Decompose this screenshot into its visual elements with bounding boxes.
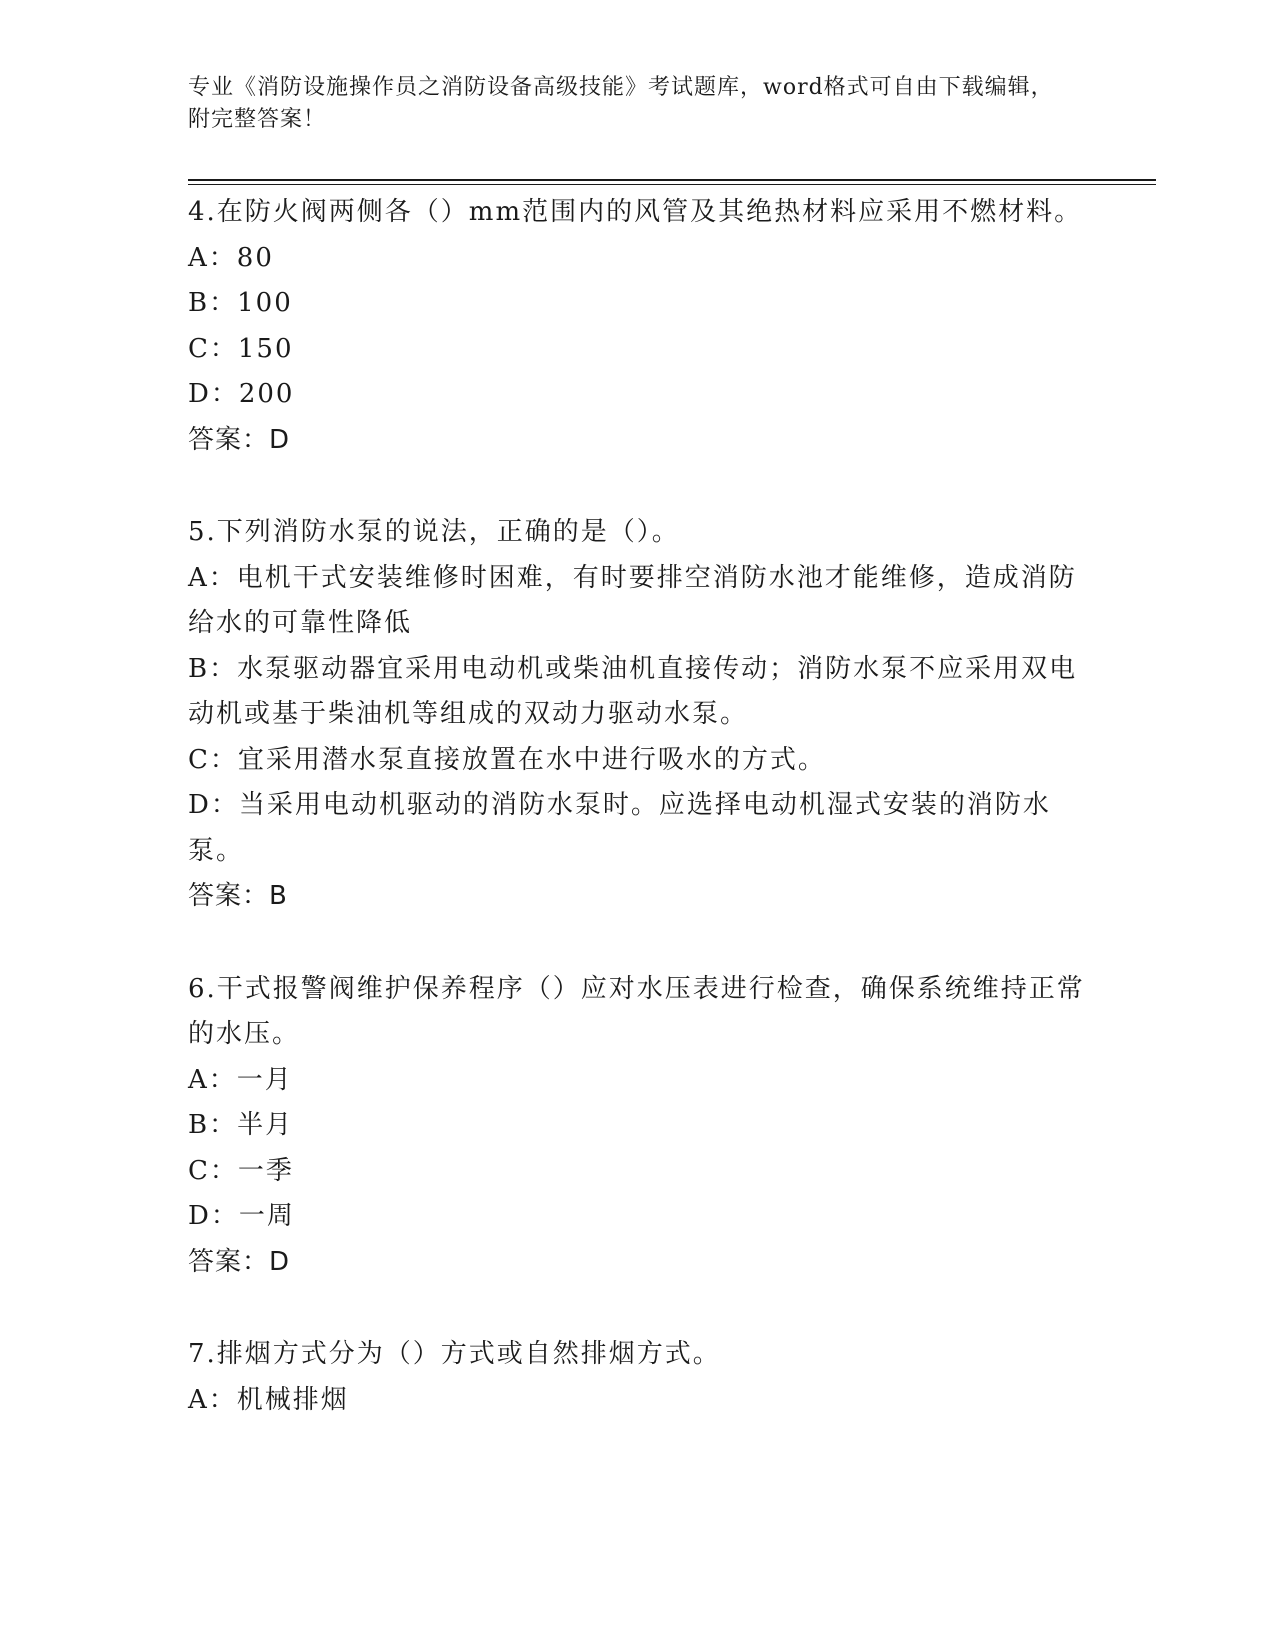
question-stem: 5.下列消防水泵的说法，正确的是（）。	[188, 517, 680, 547]
header-divider-thin	[188, 184, 1156, 185]
document-header	[188, 72, 1068, 136]
header-divider-thick	[188, 179, 1156, 181]
option-a: A：一月	[188, 1064, 293, 1095]
option-a: A：机械排烟	[188, 1384, 349, 1415]
option-a: A：电机干式安装维修时困难，有时要排空消防水池才能维修，造成消防给水的可靠性降低	[188, 562, 1077, 638]
option-b: B：半月	[188, 1110, 294, 1140]
option-b: B：100	[188, 288, 293, 318]
question-stem: 4.在防火阀两侧各（）mm范围内的风管及其绝热材料应采用不燃材料。	[188, 197, 1083, 227]
header-text: 专业《消防设施操作员之消防设备高级技能》考试题库，word格式可自由下载编辑，附完整答案！	[188, 75, 1054, 132]
question-list	[188, 190, 1088, 1470]
option-b: B：水泵驱动器宜采用电动机或柴油机直接传动；消防水泵不应采用双电动机或基于柴油机等组成的双动力驱动水泵。	[188, 653, 1078, 729]
question-7	[188, 1332, 1088, 1423]
option-c: C：150	[188, 333, 294, 364]
option-c: C：一季	[188, 1155, 294, 1186]
question-stem: 7.排烟方式分为（）方式或自然排烟方式。	[188, 1339, 721, 1369]
answer: 答案：D	[188, 424, 291, 455]
question-6	[188, 967, 1088, 1286]
answer: 答案：B	[188, 881, 288, 911]
option-c: C：宜采用潜水泵直接放置在水中进行吸水的方式。	[188, 744, 826, 775]
question-stem: 6.干式报警阀维护保养程序（）应对水压表进行检查，确保系统维持正常的水压。	[188, 973, 1085, 1049]
answer: 答案：D	[188, 1246, 291, 1277]
question-5	[188, 510, 1088, 920]
option-d: D：当采用电动机驱动的消防水泵时。应选择电动机湿式安装的消防水泵。	[188, 790, 1051, 866]
option-d: D：一周	[188, 1201, 295, 1231]
option-d: D：200	[188, 379, 295, 409]
question-4	[188, 190, 1088, 463]
option-a: A：80	[188, 242, 274, 273]
